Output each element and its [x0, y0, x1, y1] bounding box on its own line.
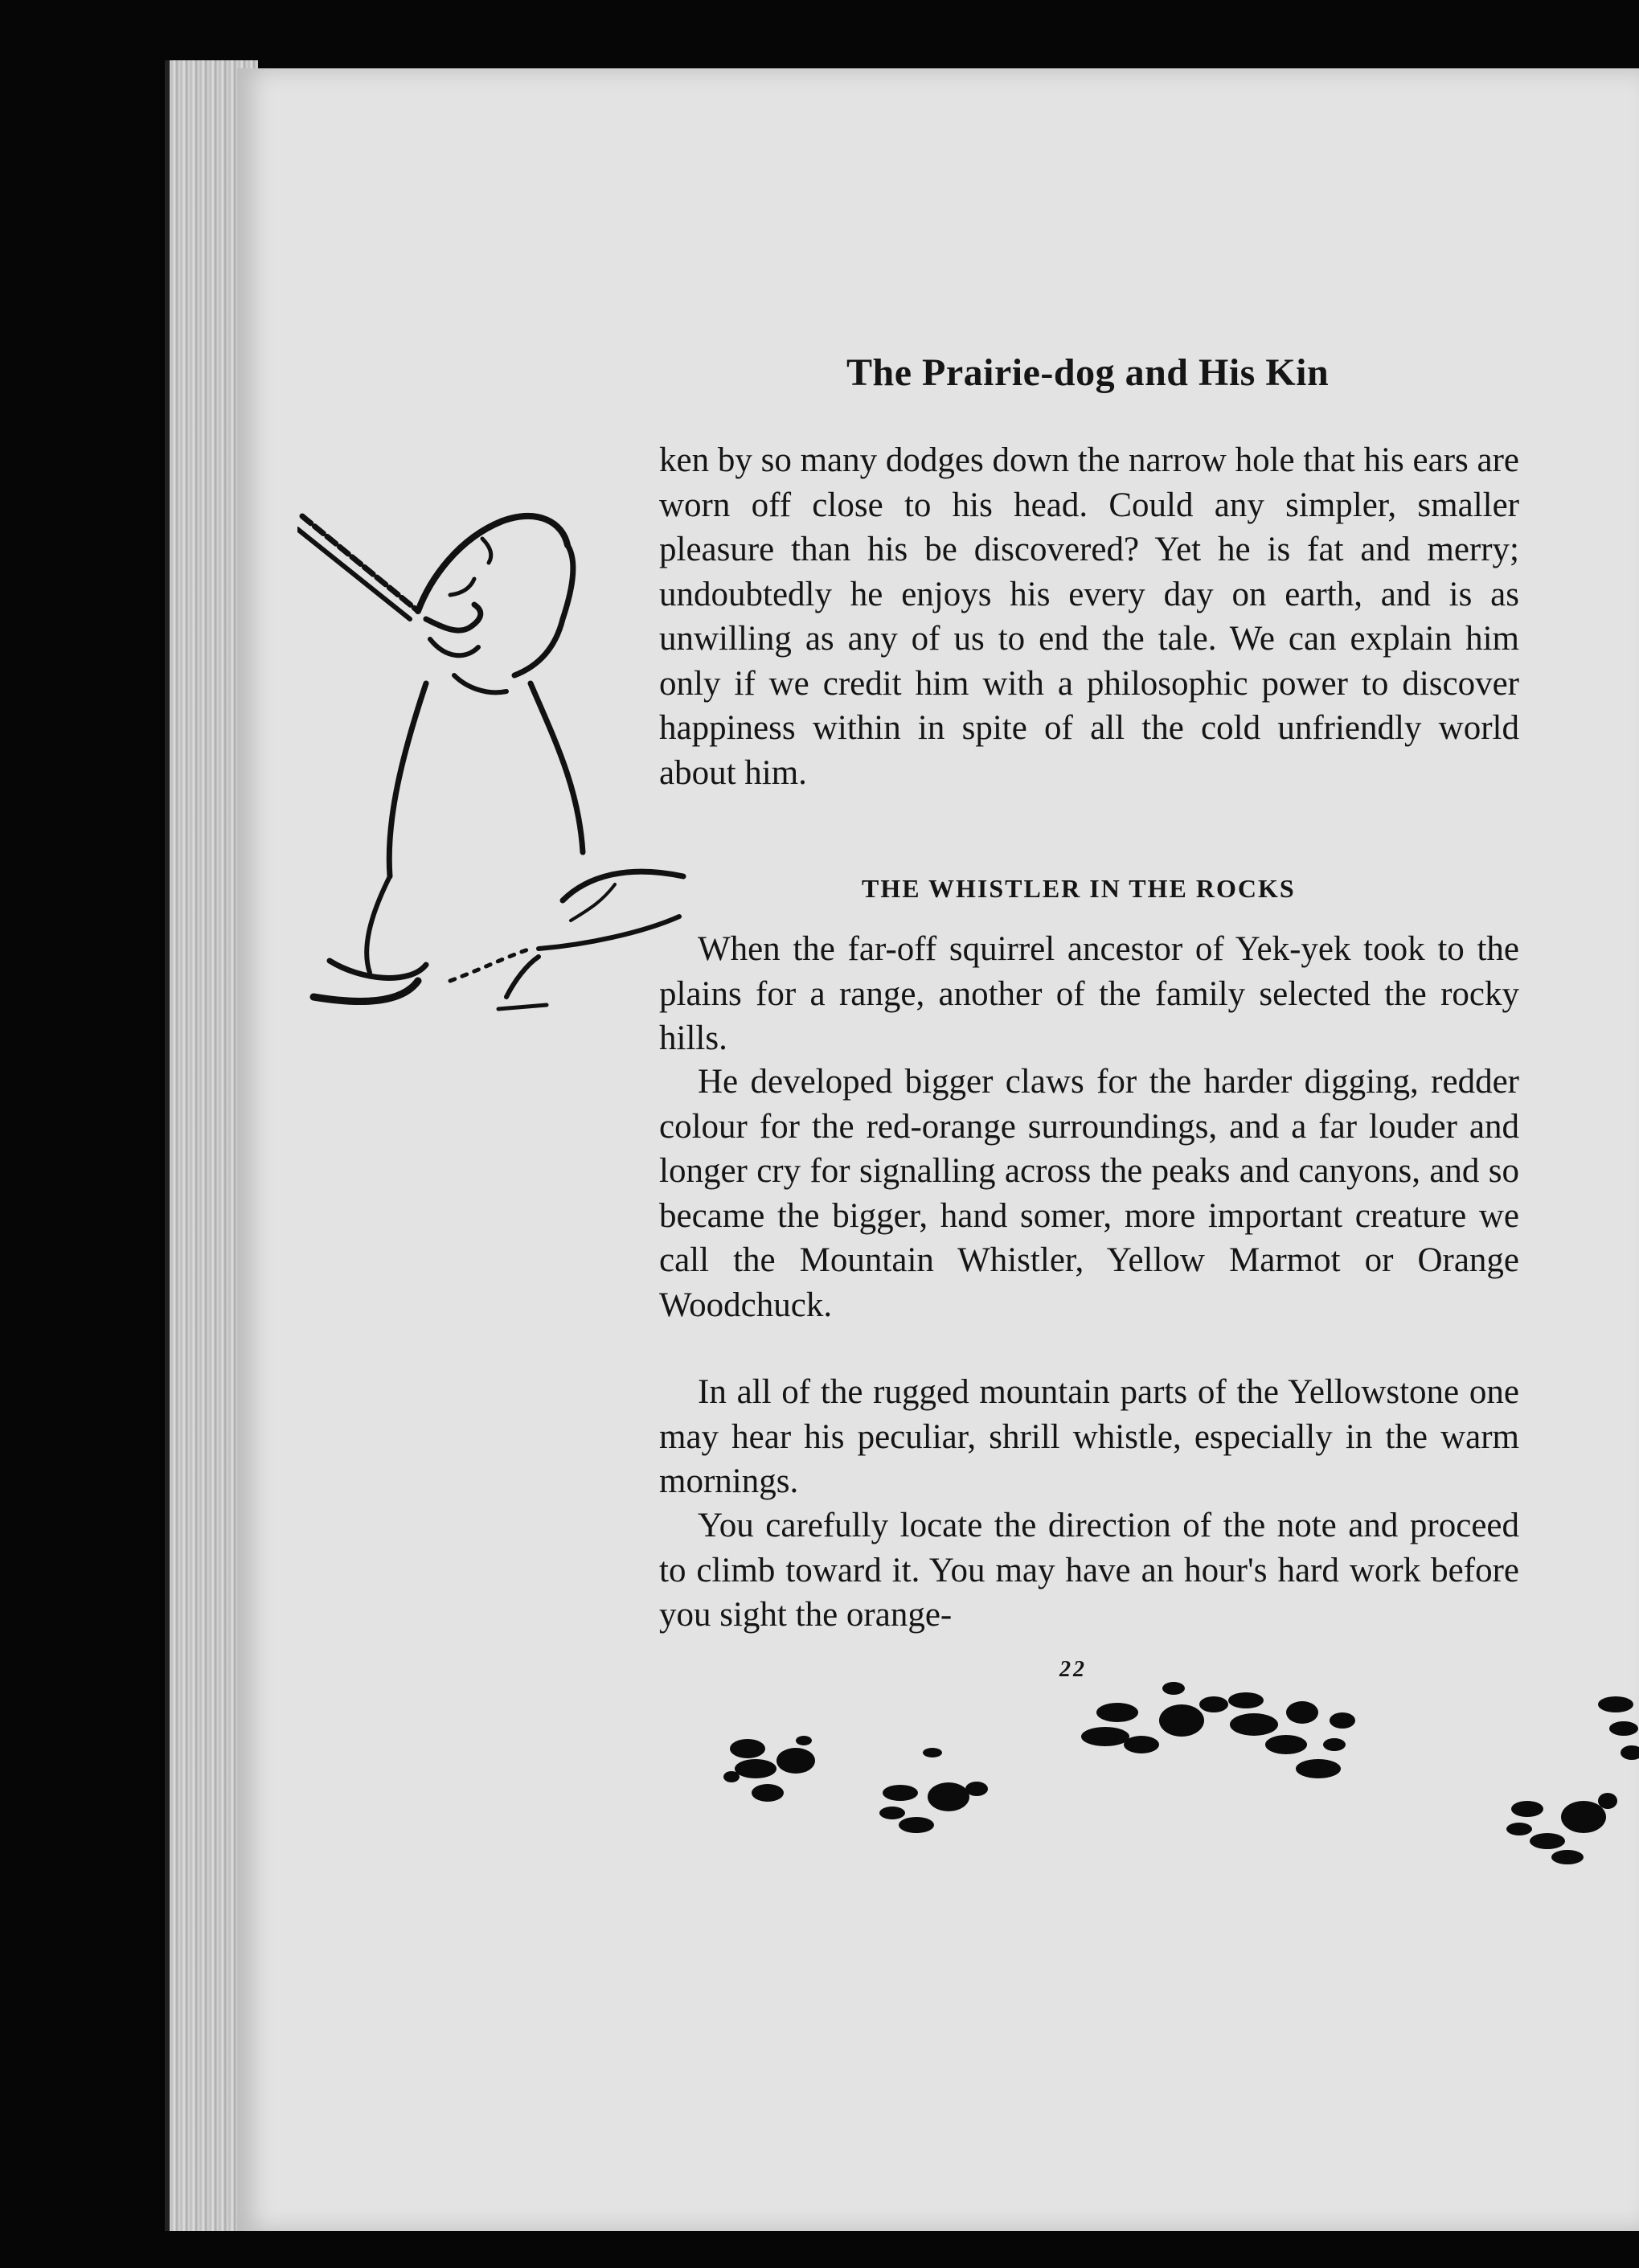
- section-heading: THE WHISTLER IN THE ROCKS: [862, 874, 1296, 903]
- paragraph: In all of the rugged mountain parts of the Yellowstone one may hear his peculiar, shrill whistle, especially in the warm mornings.: [659, 1373, 1519, 1500]
- marmot-flute-illustration: [297, 498, 699, 1029]
- running-head: The Prairie-dog and His Kin: [846, 351, 1330, 394]
- paragraph-continued: ken by so many dodges down the narrow hole that his ears are worn off close to his head. Could any simpler, smaller pleasure than his be discovered? Yet he is fat and merry; undoubtedly he enjoys his every day on earth, and is as unwilling as any of us to end the tale. We can explain him only if we credit him with a philosophic power to discover happiness within in spite of all the cold unfriendly world about him.: [659, 441, 1519, 792]
- paw-prints-illustration: [691, 1656, 1639, 1865]
- page-number: 22: [1059, 1657, 1087, 1682]
- paragraph: He developed bigger claws for the harder digging, redder colour for the red-orange surroundings, and a far louder and longer cry for signalling across the peaks and canyons, and so became the bigger, hand somer, more important creature we call the Mountain Whistler, Yellow Marmot or Orange Woodchuck.: [659, 1063, 1519, 1324]
- paragraph: You carefully locate the direction of the note and proceed to climb toward it. You may have an hour's hard work before you sight the orange-: [659, 1507, 1519, 1634]
- paragraph: When the far-off squirrel ancestor of Yek-yek took to the plains for a range, another of the family selected the rocky hills.: [659, 930, 1519, 1057]
